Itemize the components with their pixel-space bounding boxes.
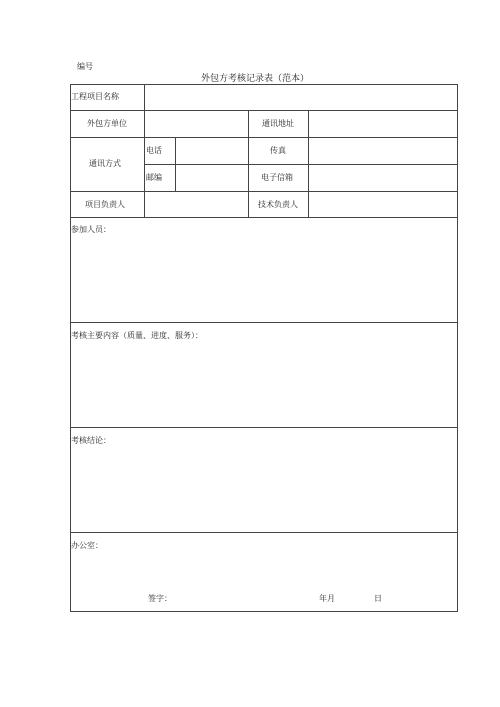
address-field[interactable]	[309, 111, 457, 137]
phone-label: 电话	[146, 146, 162, 155]
outsourcer-unit-field[interactable]	[145, 111, 248, 137]
project-lead-label: 项目负责人	[85, 200, 125, 209]
conclusion-area[interactable]	[71, 449, 457, 532]
tech-lead-label: 技术负责人	[258, 200, 298, 209]
email-field[interactable]	[309, 165, 457, 191]
email-label: 电子信箱	[261, 173, 293, 182]
tech-lead-field[interactable]	[309, 192, 457, 217]
sign-label: 签字：	[148, 594, 172, 603]
participants-area[interactable]	[71, 238, 457, 322]
outsourcer-unit-label: 外包方单位	[87, 119, 127, 128]
signature-field[interactable]	[172, 590, 312, 608]
main-content-area[interactable]	[71, 344, 457, 427]
doc-number-label: 编号	[77, 62, 93, 71]
main-content-label: 考核主要内容（质量、进度、服务）：	[71, 331, 203, 340]
fax-field[interactable]	[309, 138, 457, 164]
address-label: 通讯地址	[262, 119, 294, 128]
office-area[interactable]	[71, 554, 457, 594]
form-table	[70, 84, 458, 612]
year-month-label: 年月	[319, 594, 335, 603]
postcode-field[interactable]	[176, 165, 248, 191]
project-name-label: 工程项目名称	[71, 92, 119, 101]
conclusion-label: 考核结论：	[71, 436, 111, 445]
phone-field[interactable]	[176, 138, 248, 164]
participants-label: 参加人员：	[71, 225, 111, 234]
office-label: 办公室：	[71, 541, 103, 550]
fax-label: 传真	[270, 146, 286, 155]
project-name-field[interactable]	[145, 85, 457, 110]
project-lead-field[interactable]	[145, 192, 248, 217]
postcode-label: 邮编	[146, 173, 162, 182]
contact-method-label: 通讯方式	[89, 159, 121, 168]
form-title: 外包方考核记录表（范本）	[201, 74, 310, 84]
day-label: 日	[374, 594, 382, 603]
